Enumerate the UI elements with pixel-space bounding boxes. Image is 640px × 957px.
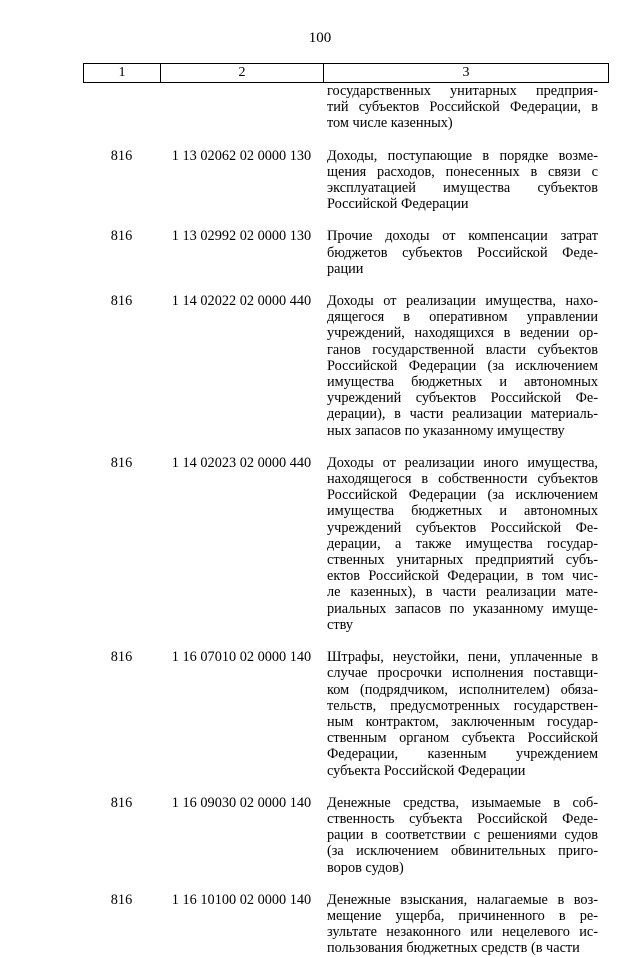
description-line: ственным органом субъекта Российской [327,730,598,747]
admin-code [83,83,160,132]
revenue-description [323,148,598,213]
description-line: зультате незаконного или нецелевого ис- [327,924,598,941]
description-line: Денежные взыскания, налагаемые в воз- [327,891,598,908]
description-line: учреждений субъектов Российской Фе- [327,519,598,536]
description-line: ных запасов по указанному имуществу [327,422,565,439]
description-line: Штрафы, неустойки, пени, уплаченные в [327,649,598,666]
description-line: Доходы, поступающие в порядке возме- [327,147,598,164]
admin-code: 816 [110,891,133,908]
description-line: Российской Федерации [327,196,469,213]
description-line: случае просрочки исполнения поставщи- [327,665,598,682]
revenue-description [323,293,598,439]
budget-classification-code: 1 16 07010 02 0000 140 [171,649,312,666]
table-row [83,228,609,277]
description-line: тий субъектов Российской Федерации, в [327,99,598,116]
description-line: том числе казенных) [327,115,453,132]
description-line: бюджетов субъектов Российской Феде- [327,244,598,261]
description-line: пользования бюджетных средств (в части [327,940,580,957]
description-line: Доходы от реализации иного имущества, [327,454,598,471]
description-line: учреждений субъектов Российской Фе- [327,390,598,407]
admin-code: 816 [110,649,133,666]
revenue-description [323,892,598,957]
description-line: Российской Федерации (за исключением [327,487,598,504]
table-row [83,649,609,779]
admin-code: 816 [110,454,133,471]
description-line: имущества бюджетных и автономных [327,374,598,391]
admin-code: 816 [110,147,133,164]
description-line: государственных унитарных предприя- [327,83,598,99]
table-row [83,148,609,213]
description-line: субъекта Российской Федерации [327,762,526,779]
budget-classification-code: 1 16 10100 02 0000 140 [171,891,312,908]
page-number: 100 [308,30,332,46]
admin-code: 816 [110,794,133,811]
budget-classification-code: 1 13 02992 02 0000 130 [171,228,312,245]
description-line: ектов Российской Федерации, в том чис- [327,568,598,585]
admin-code: 816 [110,293,133,310]
budget-classification-code: 1 14 02023 02 0000 440 [171,454,312,471]
description-line: (за исключением обвинительных приго- [327,843,598,860]
table-row [83,892,609,957]
description-line: ству [327,616,354,633]
description-line: воров судов) [327,859,404,876]
description-line: ле казенных), в части реализации мате- [327,584,598,601]
budget-classification-code: 1 14 02022 02 0000 440 [171,293,312,310]
description-line: ственных унитарных предприятий субъ- [327,552,598,569]
description-line: ственность субъекта Российской Феде- [327,810,598,827]
table-row [83,293,609,439]
description-line: имущества бюджетных и автономных [327,503,598,520]
table-body [83,83,609,957]
description-line: ным контрактом, заключенным государ- [327,713,598,730]
description-line: Доходы от реализации имущества, нахо- [327,293,598,310]
revenue-description [323,795,598,876]
description-line: учреждений, находящихся в ведении ор- [327,325,598,342]
description-line: Федерации, казенным учреждением [327,746,598,763]
description-line: ганов государственной власти субъектов [327,341,598,358]
description-line: рации в соответствии с решениями судов [327,827,598,844]
description-line: риальных запасов по указанному имуще- [327,600,598,617]
description-line: дерации, а также имущества государ- [327,535,598,552]
description-line: дерации), в части реализации материаль- [327,406,598,423]
description-line: щения расходов, понесенных в связи с [327,163,598,180]
description-line: Российской Федерации (за исключением [327,357,598,374]
budget-classification-code [160,83,323,132]
description-line: дящегося в оперативном управлении [327,309,598,326]
description-line: тельств, предусмотренных государствен- [327,697,598,714]
revenue-description [323,83,598,132]
description-line: мещение ущерба, причиненного в ре- [327,907,598,924]
admin-code: 816 [110,228,133,245]
description-line: ком (подрядчиком, исполнителем) обяза- [327,681,598,698]
description-line: находящегося в собственности субъектов [327,471,598,488]
table-row [83,795,609,876]
revenue-description [323,228,598,277]
description-line: рации [327,260,364,277]
budget-classification-code: 1 13 02062 02 0000 130 [171,147,312,164]
table-row [83,83,609,132]
revenue-description [323,649,598,779]
header-col-1: 1 [84,64,161,82]
table-header [83,63,609,83]
header-col-2: 2 [161,64,324,82]
description-line: Денежные средства, изымаемые в соб- [327,794,598,811]
budget-classification-code: 1 16 09030 02 0000 140 [171,794,312,811]
revenue-description [323,455,598,633]
table-row [83,455,609,633]
header-col-3: 3 [462,65,470,80]
description-line: эксплуатацией имущества субъектов [327,180,598,197]
description-line: Прочие доходы от компенсации затрат [327,228,598,245]
